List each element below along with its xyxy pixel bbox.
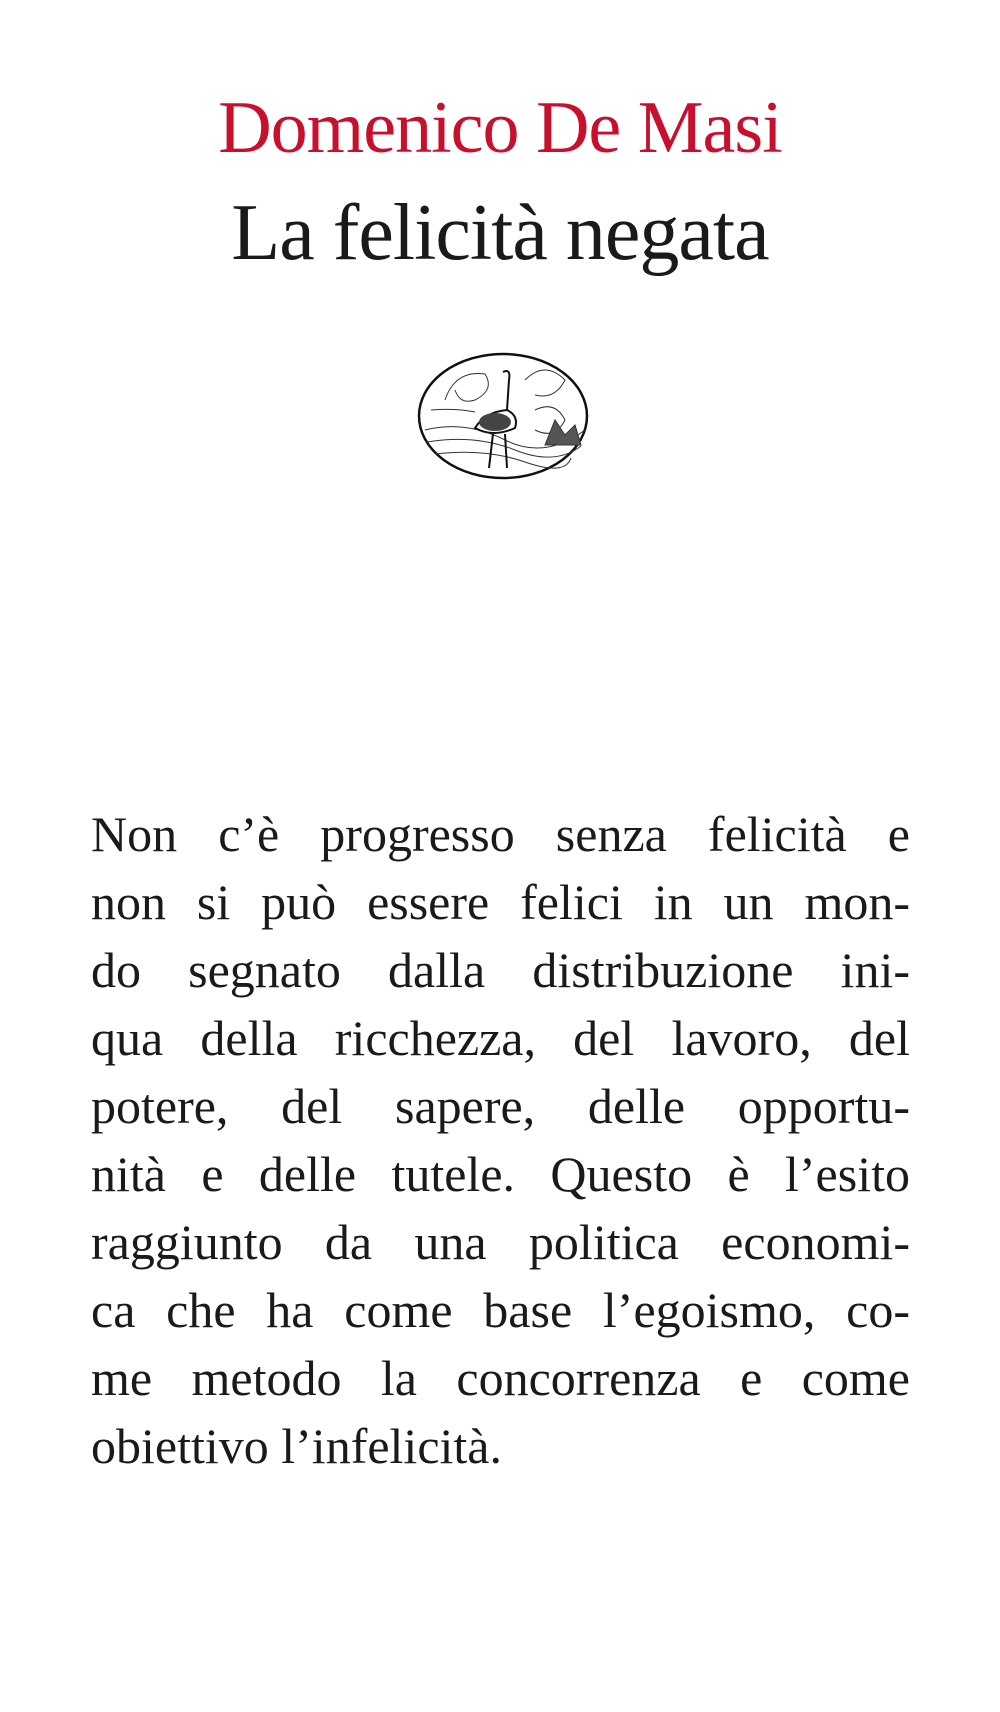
blurb-line: potere, del sapere, delle opportu- bbox=[91, 1078, 910, 1134]
blurb-line: Non c’è progresso senza felicità e bbox=[91, 806, 910, 862]
book-title: La felicità negata bbox=[231, 189, 769, 277]
author-name: Domenico De Masi bbox=[218, 87, 782, 169]
blurb-line: nità e delle tutele. Questo è l’esito bbox=[91, 1146, 910, 1202]
blurb-line: qua della ricchezza, del lavoro, del bbox=[91, 1010, 910, 1066]
blurb-line: obiettivo l’infelicità. bbox=[91, 1418, 502, 1474]
blurb-line: non si può essere felici in un mon- bbox=[91, 874, 910, 930]
blurb-line: do segnato dalla distribuzione ini- bbox=[91, 942, 910, 998]
blurb-line: raggiunto da una politica economi- bbox=[91, 1214, 910, 1270]
blurb-line: me metodo la concorrenza e come bbox=[91, 1350, 910, 1406]
blurb-text bbox=[91, 800, 910, 1480]
blurb-line: ca che ha come base l’egoismo, co- bbox=[91, 1282, 910, 1338]
ostrich-emblem-icon bbox=[415, 350, 591, 482]
